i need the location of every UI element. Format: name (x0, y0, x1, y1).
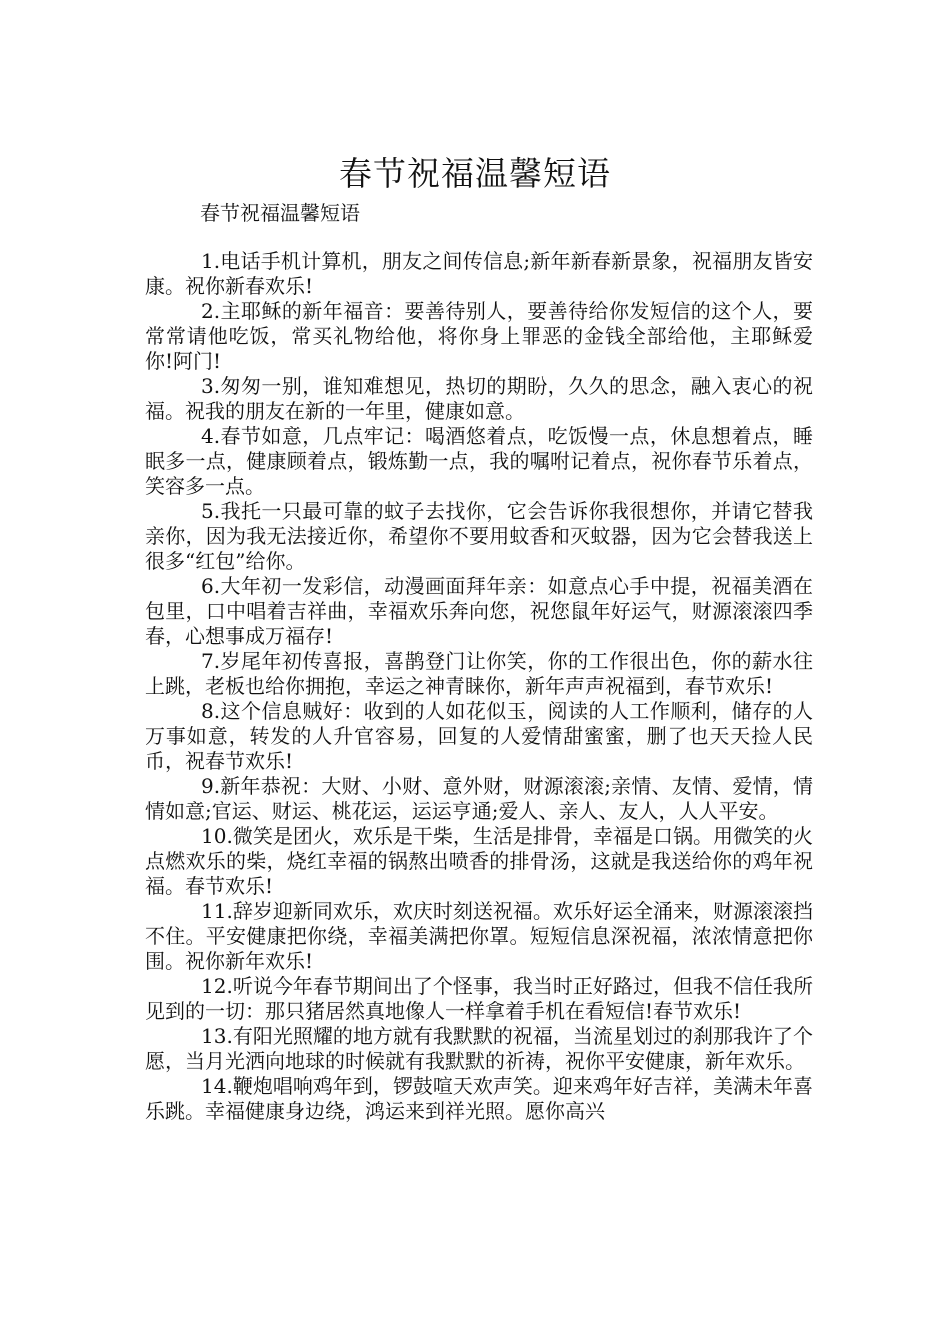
paragraph-5: 5.我托一只最可靠的蚊子去找你，它会告诉你我很想你，并请它替我亲你，因为我无法接近你，希望你不要用蚊香和灭蚊器，因为它会替我送上很多“红包”给你。 (145, 499, 813, 573)
paragraph-8: 8.这个信息贼好：收到的人如花似玉，阅读的人工作顺利，储存的人万事如意，转发的人升官容易，回复的人爱情甜蜜蜜，删了也天天捡人民币，祝春节欢乐! (145, 699, 813, 773)
paragraph-2: 2.主耶稣的新年福音：要善待别人，要善待给你发短信的这个人，要常常请他吃饭，常买礼物给他，将你身上罪恶的金钱全部给他，主耶稣爱你!阿门! (145, 299, 813, 373)
paragraph-1: 1.电话手机计算机，朋友之间传信息;新年新春新景象，祝福朋友皆安康。祝你新春欢乐! (145, 249, 813, 298)
paragraph-7: 7.岁尾年初传喜报，喜鹊登门让你笑，你的工作很出色，你的薪水往上跳，老板也给你拥抱，幸运之神青睐你，新年声声祝福到，春节欢乐! (145, 649, 813, 698)
paragraph-10: 10.微笑是团火，欢乐是干柴，生活是排骨，幸福是口锅。用微笑的火点燃欢乐的柴，烧红幸福的锅熬出喷香的排骨汤，这就是我送给你的鸡年祝福。春节欢乐! (145, 824, 813, 898)
document-body (145, 249, 813, 1124)
paragraph-14: 14.鞭炮唱响鸡年到，锣鼓喧天欢声笑。迎来鸡年好吉祥，美满未年喜乐跳。幸福健康身边绕，鸿运来到祥光照。愿你高兴 (145, 1074, 813, 1123)
paragraph-9: 9.新年恭祝：大财、小财、意外财，财源滚滚;亲情、友情、爱情，情情如意;官运、财运、桃花运，运运亨通;爱人、亲人、友人，人人平安。 (145, 774, 813, 823)
document-subtitle: 春节祝福温馨短语 (200, 201, 360, 225)
paragraph-6: 6.大年初一发彩信，动漫画面拜年亲：如意点心手中提，祝福美酒在包里，口中唱着吉祥曲，幸福欢乐奔向您，祝您鼠年好运气，财源滚滚四季春，心想事成万福存! (145, 574, 813, 648)
document-title: 春节祝福温馨短语 (339, 154, 611, 194)
paragraph-3: 3.匆匆一别，谁知难想见，热切的期盼，久久的思念，融入衷心的祝福。祝我的朋友在新的一年里，健康如意。 (145, 374, 813, 423)
paragraph-11: 11.辞岁迎新同欢乐，欢庆时刻送祝福。欢乐好运全涌来，财源滚滚挡不住。平安健康把你绕，幸福美满把你罩。短短信息深祝福，浓浓情意把你围。祝你新年欢乐! (145, 899, 813, 973)
paragraph-12: 12.听说今年春节期间出了个怪事，我当时正好路过，但我不信任我所见到的一切：那只猪居然真地像人一样拿着手机在看短信!春节欢乐! (145, 974, 813, 1023)
paragraph-4: 4.春节如意，几点牢记：喝酒悠着点，吃饭慢一点，休息想着点，睡眠多一点，健康顾着点，锻炼勤一点，我的嘱咐记着点，祝你春节乐着点，笑容多一点。 (145, 424, 813, 498)
paragraph-13: 13.有阳光照耀的地方就有我默默的祝福，当流星划过的刹那我许了个愿，当月光洒向地球的时候就有我默默的祈祷，祝你平安健康，新年欢乐。 (145, 1024, 813, 1073)
